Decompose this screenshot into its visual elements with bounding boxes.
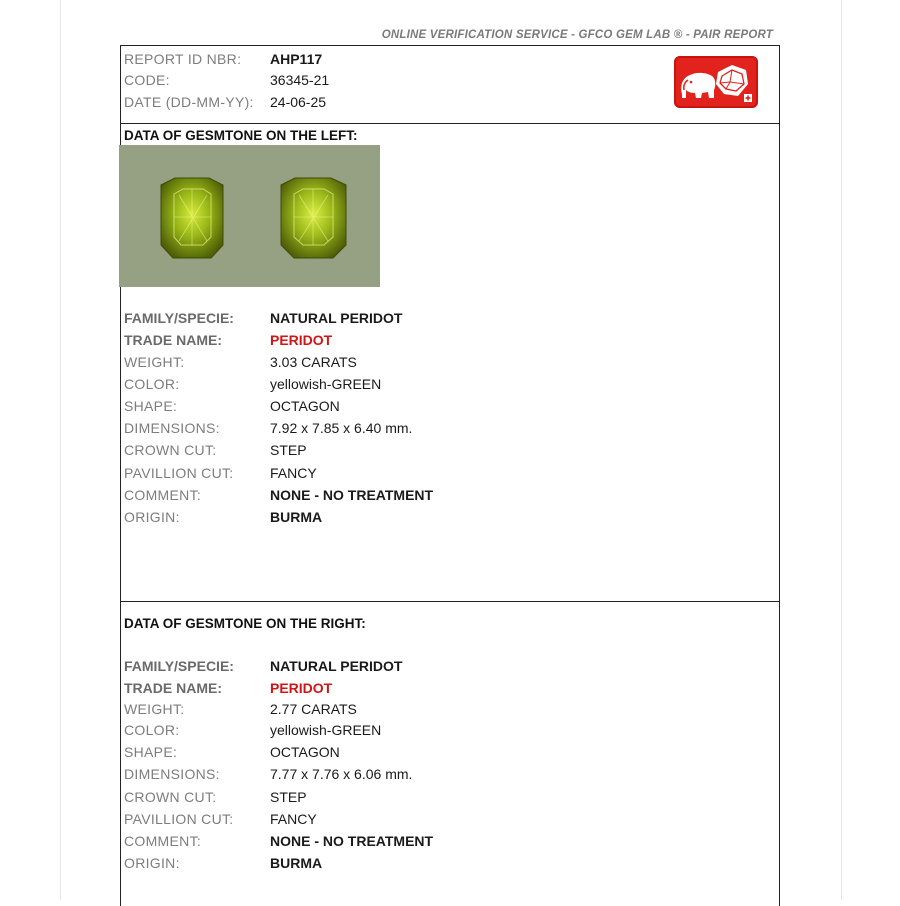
left-section-title: DATA OF GESMTONE ON THE LEFT:: [124, 128, 358, 143]
left-color-value: yellowish-GREEN: [270, 376, 382, 392]
elephant-and-gem-logo-icon: [674, 56, 758, 108]
code-value: 36345-21: [270, 72, 330, 88]
right-shape-label: SHAPE:: [124, 744, 178, 760]
right-dimensions-value: 7.77 x 7.76 x 6.06 mm.: [270, 766, 413, 782]
right-weight-value: 2.77 CARATS: [270, 701, 357, 717]
right-pavilion-cut-value: FANCY: [270, 811, 317, 827]
left-family-value: NATURAL PERIDOT: [270, 310, 403, 326]
right-section-title: DATA OF GESMTONE ON THE RIGHT:: [124, 616, 366, 631]
right-comment-value: NONE - NO TREATMENT: [270, 833, 434, 849]
right-comment-label: COMMENT:: [124, 833, 202, 849]
left-weight-label: WEIGHT:: [124, 354, 185, 370]
left-weight-value: 3.03 CARATS: [270, 354, 357, 370]
report-frame: [120, 45, 780, 906]
left-comment-value: NONE - NO TREATMENT: [270, 487, 434, 503]
right-family-label: FAMILY/SPECIE:: [124, 658, 234, 674]
left-trade-name-label: TRADE NAME:: [124, 332, 222, 348]
report-id-label: REPORT ID NBR:: [124, 51, 242, 67]
left-dimensions-label: DIMENSIONS:: [124, 420, 220, 436]
left-origin-label: ORIGIN:: [124, 509, 180, 525]
right-trade-name-value: PERIDOT: [270, 680, 333, 696]
right-dimensions-label: DIMENSIONS:: [124, 766, 220, 782]
left-crown-cut-label: CROWN CUT:: [124, 442, 217, 458]
gemstone-pair-photo: [119, 145, 380, 287]
left-pavilion-cut-value: FANCY: [270, 465, 317, 481]
left-pavilion-cut-label: PAVILLION CUT:: [124, 465, 234, 481]
left-family-label: FAMILY/SPECIE:: [124, 310, 234, 326]
left-dimensions-value: 7.92 x 7.85 x 6.40 mm.: [270, 420, 413, 436]
date-label: DATE (DD-MM-YY):: [124, 94, 254, 110]
right-weight-label: WEIGHT:: [124, 701, 185, 717]
right-family-value: NATURAL PERIDOT: [270, 658, 403, 674]
code-label: CODE:: [124, 72, 170, 88]
right-color-label: COLOR:: [124, 722, 180, 738]
date-value: 24-06-25: [270, 94, 327, 110]
left-crown-cut-value: STEP: [270, 442, 307, 458]
right-trade-name-label: TRADE NAME:: [124, 680, 222, 696]
right-crown-cut-label: CROWN CUT:: [124, 789, 217, 805]
report-banner: ONLINE VERIFICATION SERVICE - GFCO GEM LAB ® - PAIR REPORT: [381, 29, 773, 41]
right-origin-value: BURMA: [270, 855, 323, 871]
left-color-label: COLOR:: [124, 376, 180, 392]
right-color-value: yellowish-GREEN: [270, 722, 382, 738]
right-crown-cut-value: STEP: [270, 789, 307, 805]
divider-header: [121, 123, 779, 124]
left-shape-value: OCTAGON: [270, 398, 340, 414]
left-trade-name-value: PERIDOT: [270, 332, 333, 348]
right-shape-value: OCTAGON: [270, 744, 340, 760]
right-origin-label: ORIGIN:: [124, 855, 180, 871]
left-shape-label: SHAPE:: [124, 398, 178, 414]
right-pavilion-cut-label: PAVILLION CUT:: [124, 811, 234, 827]
divider-middle: [121, 601, 779, 602]
left-origin-value: BURMA: [270, 509, 323, 525]
left-comment-label: COMMENT:: [124, 487, 202, 503]
report-id-value: AHP117: [270, 51, 323, 67]
